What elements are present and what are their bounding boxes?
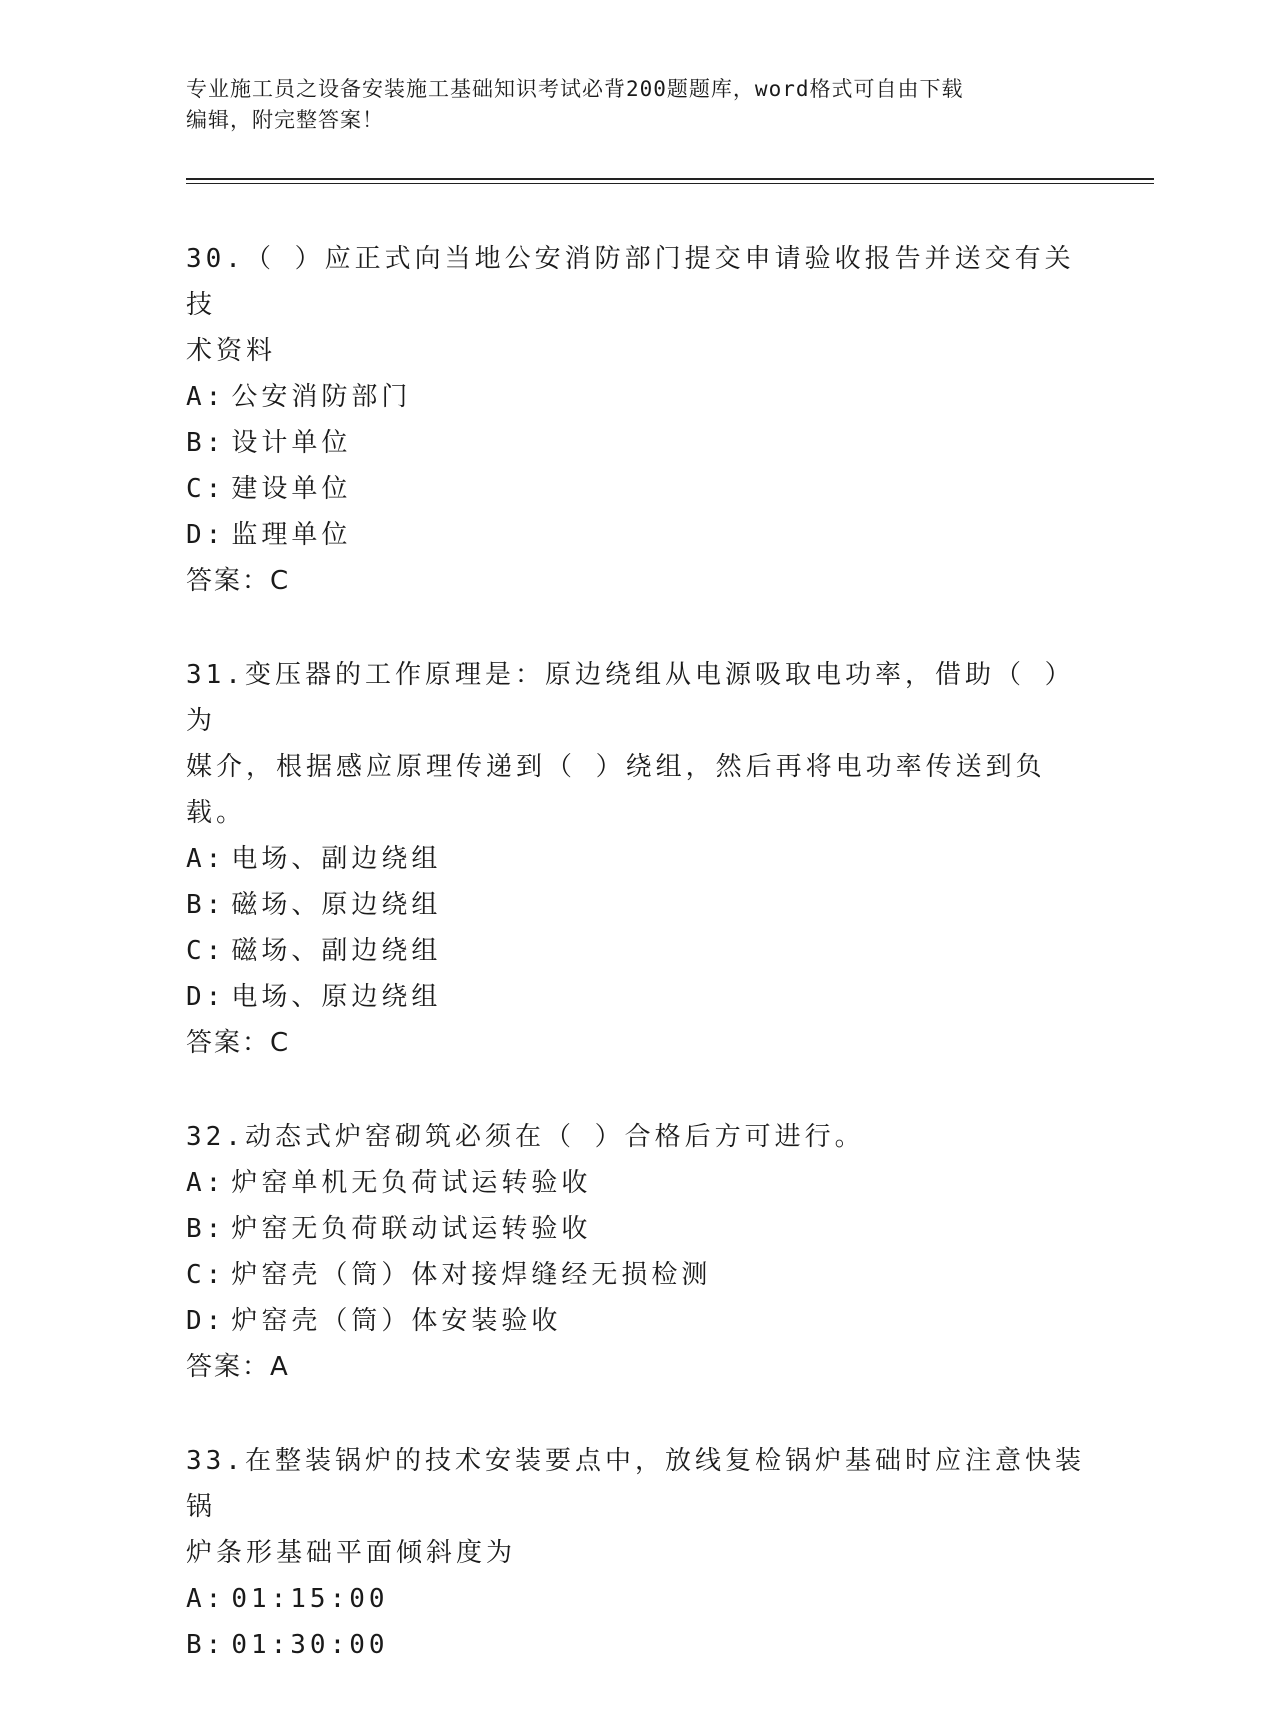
question-stem bbox=[186, 1114, 1086, 1160]
option-b bbox=[186, 882, 1086, 928]
option-key: A: bbox=[186, 844, 226, 874]
option-text: 公安消防部门 bbox=[231, 382, 412, 412]
answer-label: 答案：C bbox=[186, 566, 291, 596]
option-b bbox=[186, 1622, 1086, 1668]
option-key: B: bbox=[186, 1630, 226, 1660]
option-key: C: bbox=[186, 1260, 226, 1290]
option-text: 炉窑壳（筒）体安装验收 bbox=[231, 1306, 562, 1336]
option-list bbox=[186, 1160, 1086, 1344]
option-text: 炉窑单机无负荷试运转验收 bbox=[231, 1168, 592, 1198]
option-key: B: bbox=[186, 890, 226, 920]
stem-line-1: 33.在整装锅炉的技术安装要点中，放线复检锅炉基础时应注意快装锅 bbox=[186, 1446, 1085, 1522]
question-stem bbox=[186, 652, 1086, 836]
option-c bbox=[186, 466, 1086, 512]
option-key: B: bbox=[186, 428, 226, 458]
option-d bbox=[186, 974, 1086, 1020]
header-divider bbox=[186, 178, 1154, 180]
stem-line-1: 30.（ ）应正式向当地公安消防部门提交申请验收报告并送交有关技 bbox=[186, 244, 1075, 320]
option-b bbox=[186, 420, 1086, 466]
option-text: 监理单位 bbox=[231, 520, 352, 550]
question-stem bbox=[186, 1438, 1086, 1576]
question-31 bbox=[186, 652, 1086, 1066]
option-key: C: bbox=[186, 936, 226, 966]
option-b bbox=[186, 1206, 1086, 1252]
option-text: 01:30:00 bbox=[231, 1630, 389, 1660]
option-key: A: bbox=[186, 1584, 226, 1614]
option-d bbox=[186, 512, 1086, 558]
option-c bbox=[186, 928, 1086, 974]
option-key: A: bbox=[186, 1168, 226, 1198]
option-key: D: bbox=[186, 1306, 226, 1336]
question-list bbox=[186, 236, 1086, 1716]
document-header bbox=[186, 74, 1086, 136]
option-c bbox=[186, 1252, 1086, 1298]
option-text: 设计单位 bbox=[231, 428, 352, 458]
answer-label: 答案：C bbox=[186, 1028, 291, 1058]
option-d bbox=[186, 1298, 1086, 1344]
header-line-2: 编辑，附完整答案！ bbox=[186, 108, 384, 132]
option-a bbox=[186, 374, 1086, 420]
question-33 bbox=[186, 1438, 1086, 1668]
option-key: D: bbox=[186, 982, 226, 1012]
option-text: 炉窑壳（筒）体对接焊缝经无损检测 bbox=[231, 1260, 712, 1290]
stem-line-2: 炉条形基础平面倾斜度为 bbox=[186, 1538, 517, 1568]
option-text: 01:15:00 bbox=[231, 1584, 389, 1614]
question-32 bbox=[186, 1114, 1086, 1390]
option-list bbox=[186, 836, 1086, 1020]
header-line-1: 专业施工员之设备安装施工基础知识考试必背200题题库，word格式可自由下载 bbox=[186, 77, 964, 101]
answer-label: 答案：A bbox=[186, 1352, 290, 1382]
option-text: 磁场、副边绕组 bbox=[231, 936, 442, 966]
option-text: 电场、副边绕组 bbox=[231, 844, 442, 874]
option-key: C: bbox=[186, 474, 226, 504]
option-a bbox=[186, 1576, 1086, 1622]
option-text: 磁场、原边绕组 bbox=[231, 890, 442, 920]
stem-line-2: 媒介，根据感应原理传递到（ ）绕组，然后再将电功率传送到负载。 bbox=[186, 752, 1046, 828]
option-text: 建设单位 bbox=[231, 474, 352, 504]
option-a bbox=[186, 836, 1086, 882]
option-a bbox=[186, 1160, 1086, 1206]
header-divider-thin bbox=[186, 183, 1154, 184]
question-stem bbox=[186, 236, 1086, 374]
option-key: A: bbox=[186, 382, 226, 412]
option-text: 炉窑无负荷联动试运转验收 bbox=[231, 1214, 592, 1244]
stem-line-2: 术资料 bbox=[186, 336, 277, 366]
option-list bbox=[186, 1576, 1086, 1668]
option-text: 电场、原边绕组 bbox=[231, 982, 442, 1012]
option-key: D: bbox=[186, 520, 226, 550]
question-30 bbox=[186, 236, 1086, 604]
option-list bbox=[186, 374, 1086, 558]
stem-line-1: 32.动态式炉窑砌筑必须在（ ）合格后方可进行。 bbox=[186, 1122, 865, 1152]
stem-line-1: 31.变压器的工作原理是：原边绕组从电源吸取电功率，借助（ ）为 bbox=[186, 660, 1075, 736]
option-key: B: bbox=[186, 1214, 226, 1244]
